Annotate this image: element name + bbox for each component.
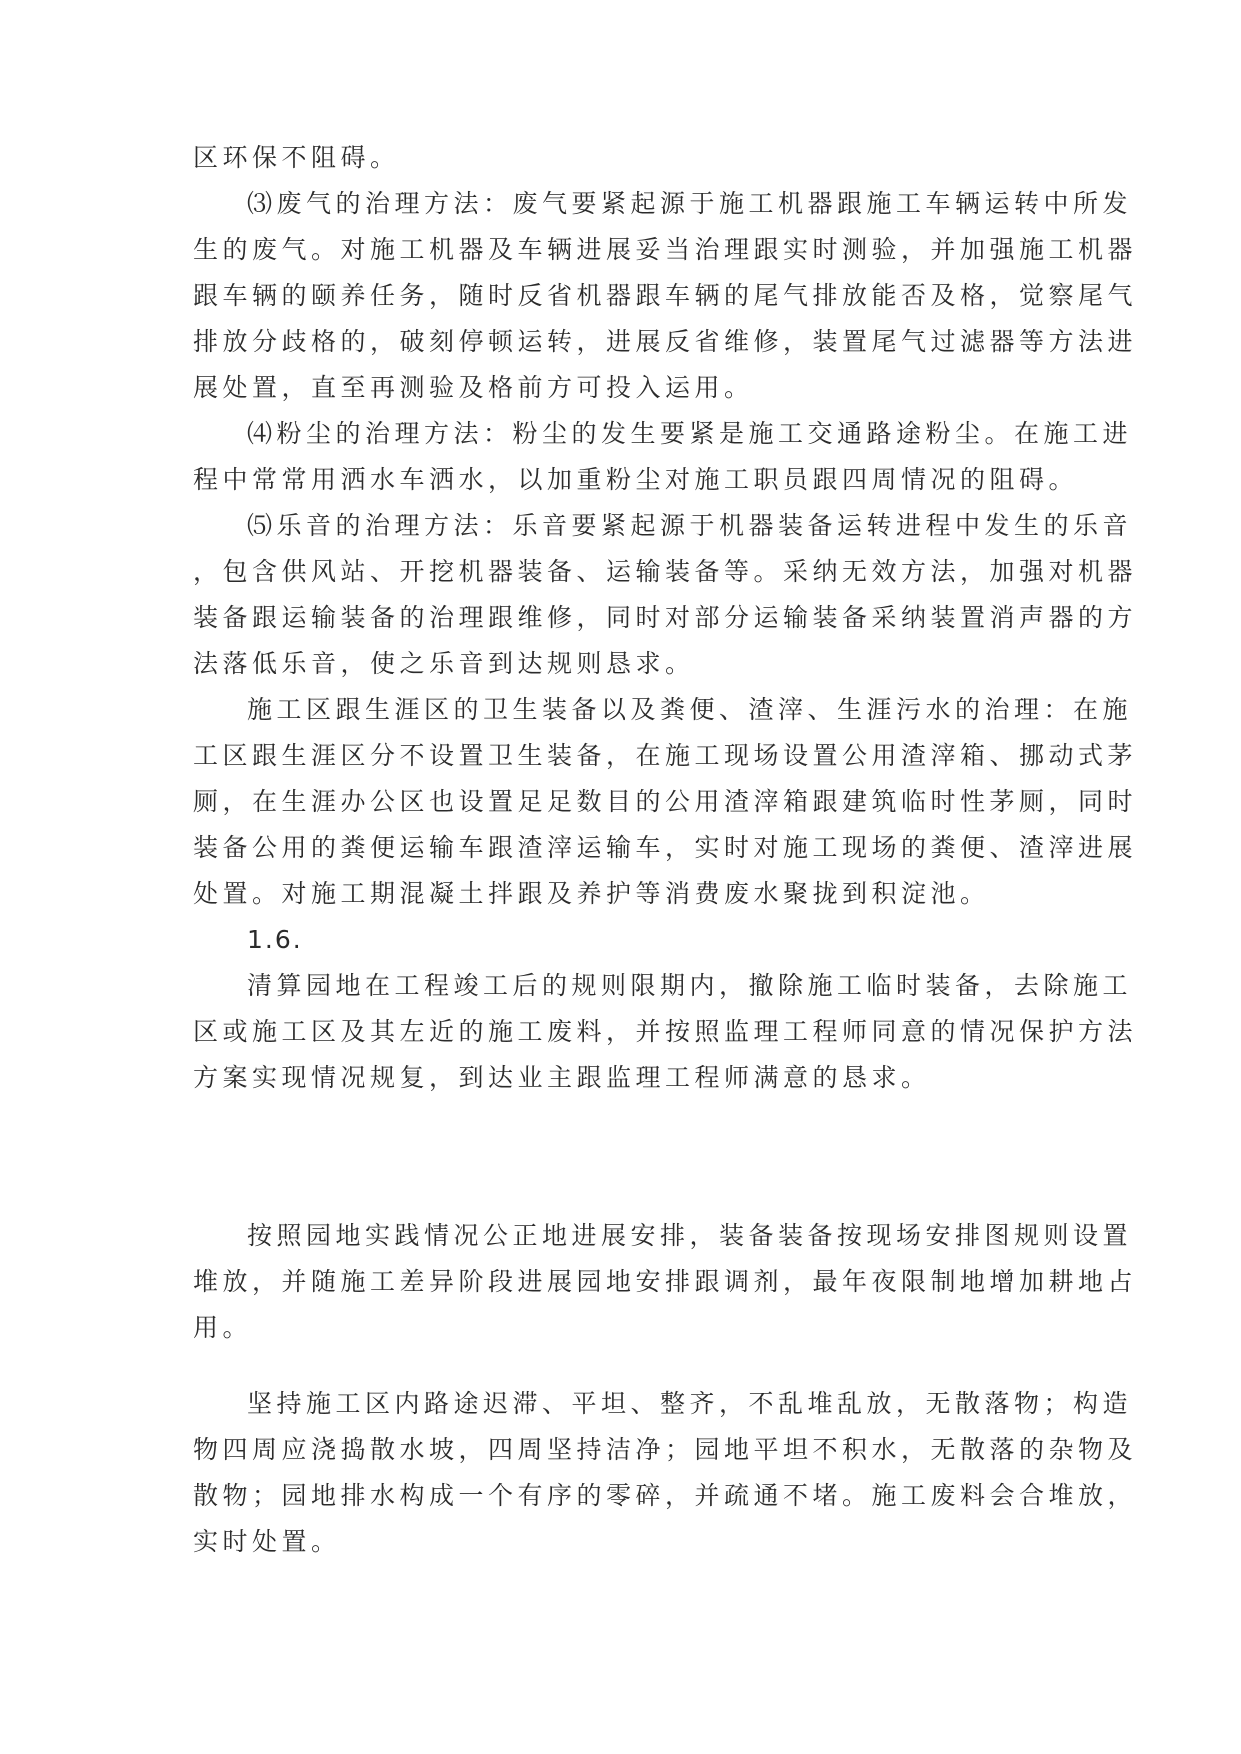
text-line: 实时处置。 <box>193 1527 341 1556</box>
text-line: ⑸乐音的治理方法：乐音要紧起源于机器装备运转进程中发生的乐音 <box>247 511 1133 540</box>
text-line: 散物；园地排水构成一个有序的零碎，并疏通不堵。施工废料会合堆放， <box>193 1481 1138 1510</box>
text-line: 程中常常用洒水车洒水，以加重粉尘对施工职员跟四周情况的阻碍。 <box>193 465 1079 494</box>
paragraph-site-layout <box>193 1213 1138 1351</box>
paragraph-noise <box>193 503 1138 687</box>
text-line: 坚持施工区内路途迟滞、平坦、整齐，不乱堆乱放，无散落物；构造 <box>247 1389 1133 1418</box>
text-line: 排放分歧格的，破刻停顿运转，进展反省维修，装置尾气过滤器等方法进 <box>193 327 1138 356</box>
text-line: 用。 <box>193 1313 253 1342</box>
text-line: 区环保不阻碍。 <box>193 143 400 172</box>
text-line: 清算园地在工程竣工后的规则限期内，撤除施工临时装备，去除施工 <box>247 971 1133 1000</box>
paragraph-cleanup <box>193 963 1138 1101</box>
section-number: 1.6. <box>247 925 303 954</box>
paragraph-continuation <box>193 135 1033 181</box>
text-line: 工区跟生涯区分不设置卫生装备，在施工现场设置公用渣滓箱、挪动式茅 <box>193 741 1138 770</box>
text-line: ，包含供风站、开挖机器装备、运输装备等。采纳无效方法，加强对机器 <box>193 557 1138 586</box>
text-line: 施工区跟生涯区的卫生装备以及粪便、渣滓、生涯污水的治理：在施 <box>247 695 1133 724</box>
section-heading <box>193 917 1033 963</box>
text-line: 厕，在生涯办公区也设置足足数目的公用渣滓箱跟建筑临时性茅厕，同时 <box>193 787 1138 816</box>
paragraph-site-order <box>193 1381 1138 1565</box>
text-line: 装备公用的粪便运输车跟渣滓运输车，实时对施工现场的粪便、渣滓进展 <box>193 833 1138 862</box>
text-line: 方案实现情况规复，到达业主跟监理工程师满意的恳求。 <box>193 1063 931 1092</box>
text-line: 生的废气。对施工机器及车辆进展妥当治理跟实时测验，并加强施工机器 <box>193 235 1138 264</box>
text-line: 法落低乐音，使之乐音到达规则恳求。 <box>193 649 695 678</box>
text-line: 跟车辆的颐养任务，随时反省机器跟车辆的尾气排放能否及格，觉察尾气 <box>193 281 1138 310</box>
paragraph-exhaust-gas <box>193 181 1138 411</box>
text-line: 处置。对施工期混凝土拌跟及养护等消费废水聚拢到积淀池。 <box>193 879 990 908</box>
text-line: 装备跟运输装备的治理跟维修，同时对部分运输装备采纳装置消声器的方 <box>193 603 1138 632</box>
text-line: 按照园地实践情况公正地进展安排，装备装备按现场安排图规则设置 <box>247 1221 1133 1250</box>
paragraph-dust <box>193 411 1133 503</box>
paragraph-sanitation <box>193 687 1138 917</box>
text-line: 物四周应浇捣散水坡，四周坚持洁净；园地平坦不积水，无散落的杂物及 <box>193 1435 1138 1464</box>
text-line: ⑷粉尘的治理方法：粉尘的发生要紧是施工交通路途粉尘。在施工进 <box>247 419 1133 448</box>
text-line: 区或施工区及其左近的施工废料，并按照监理工程师同意的情况保护方法 <box>193 1017 1138 1046</box>
text-line: 展处置，直至再测验及格前方可投入运用。 <box>193 373 754 402</box>
text-line: 堆放，并随施工差异阶段进展园地安排跟调剂，最年夜限制地增加耕地占 <box>193 1267 1138 1296</box>
text-line: ⑶废气的治理方法：废气要紧起源于施工机器跟施工车辆运转中所发 <box>247 189 1133 218</box>
